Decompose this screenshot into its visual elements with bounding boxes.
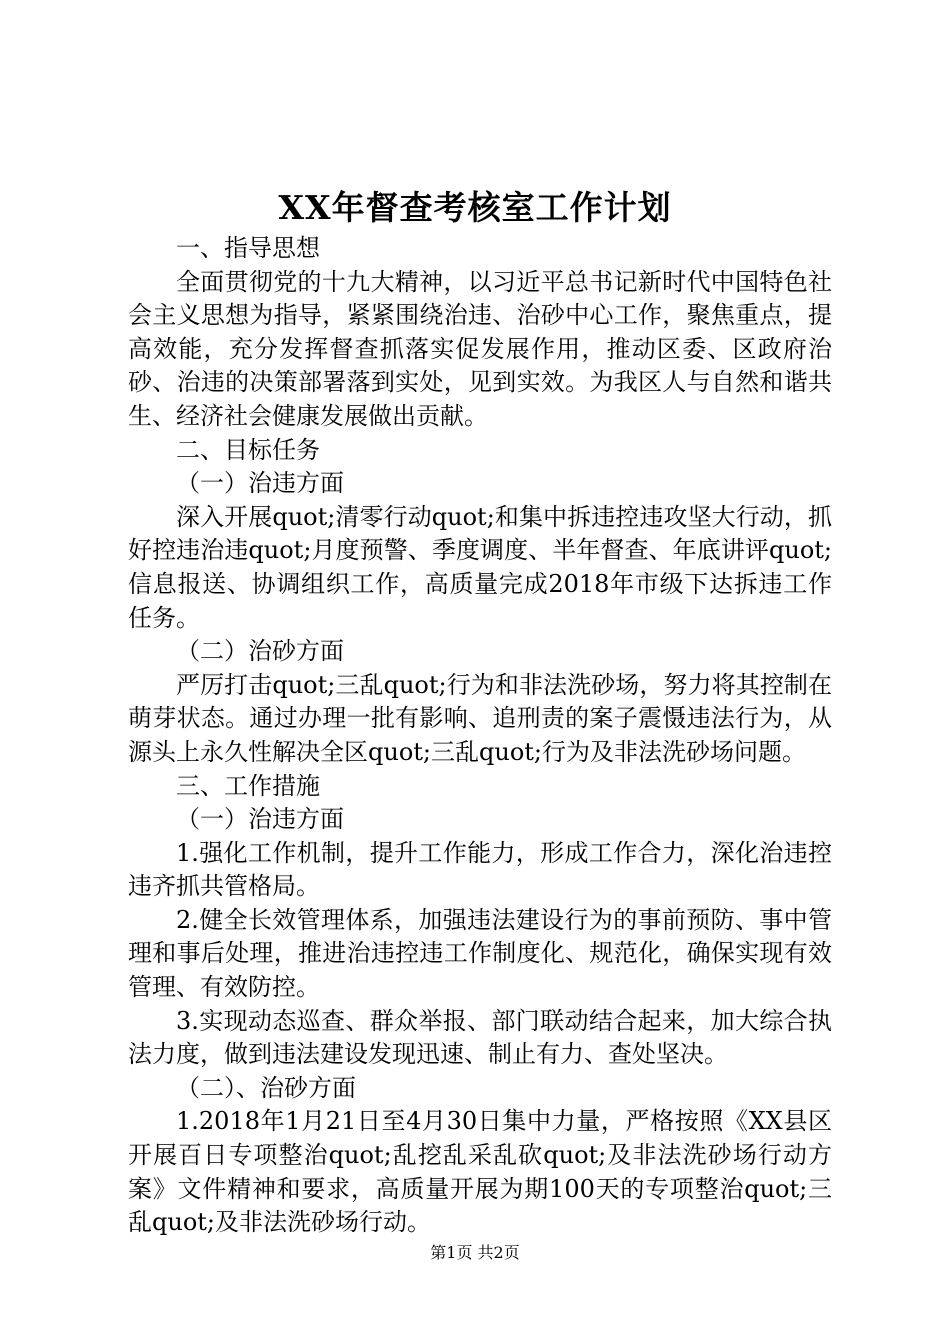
paragraph: 深入开展quot;清零行动quot;和集中拆违控违攻坚大行动，抓好控违治违quot;月度预警、季度调度、半年督查、年底讲评quot;信息报送、协调组织工作，高质量完成2018年市级下达拆违工作任务。 — [128, 502, 832, 632]
paragraph: 1.2018年1月21日至4月30日集中力量，严格按照《XX县区开展百日专项整治quot;乱挖乱采乱砍quot;及非法洗砂场行动方案》文件精神和要求，高质量开展为期100天的专项整治quot;三乱quot;及非法洗砂场行动。 — [128, 1107, 832, 1237]
paragraph: 全面贯彻党的十九大精神，以习近平总书记新时代中国特色社会主义思想为指导，紧紧围绕治违、治砂中心工作，聚焦重点，提高效能，充分发挥督查抓落实促发展作用，推动区委、区政府治砂、治违的决策部署落到实处，见到实效。为我区人与自然和谐共生、经济社会健康发展做出贡献。 — [128, 267, 832, 430]
subsection-heading: （二）治砂方面 — [176, 637, 344, 666]
paragraph: 严厉打击quot;三乱quot;行为和非法洗砂场，努力将其控制在萌芽状态。通过办理一批有影响、追刑责的案子震慑违法行为，从源头上永久性解决全区quot;三乱quot;行为及非法洗砂场问题。 — [128, 670, 832, 766]
paragraph: 3.实现动态巡查、群众举报、部门联动结合起来，加大综合执法力度，做到违法建设发现迅速、制止有力、查处坚决。 — [128, 1006, 832, 1069]
document-body — [128, 232, 832, 1240]
section-heading: 一、指导思想 — [176, 234, 320, 262]
section-heading: 三、工作措施 — [176, 771, 320, 800]
subsection-heading: （二）、治砂方面 — [176, 1073, 356, 1102]
page-footer: 第1页 共2页 — [430, 1243, 520, 1262]
section-heading: 二、目标任务 — [176, 435, 320, 464]
paragraph: 1.强化工作机制，提升工作能力，形成工作合力，深化治违控违齐抓共管格局。 — [128, 838, 832, 901]
paragraph: 2.健全长效管理体系，加强违法建设行为的事前预防、事中管理和事后处理，推进治违控违工作制度化、规范化，确保实现有效管理、有效防控。 — [128, 905, 832, 1002]
subsection-heading: （一）治违方面 — [176, 469, 344, 498]
document-title: XX年督查考核室工作计划 — [278, 188, 672, 227]
subsection-heading: （一）治违方面 — [176, 805, 344, 834]
